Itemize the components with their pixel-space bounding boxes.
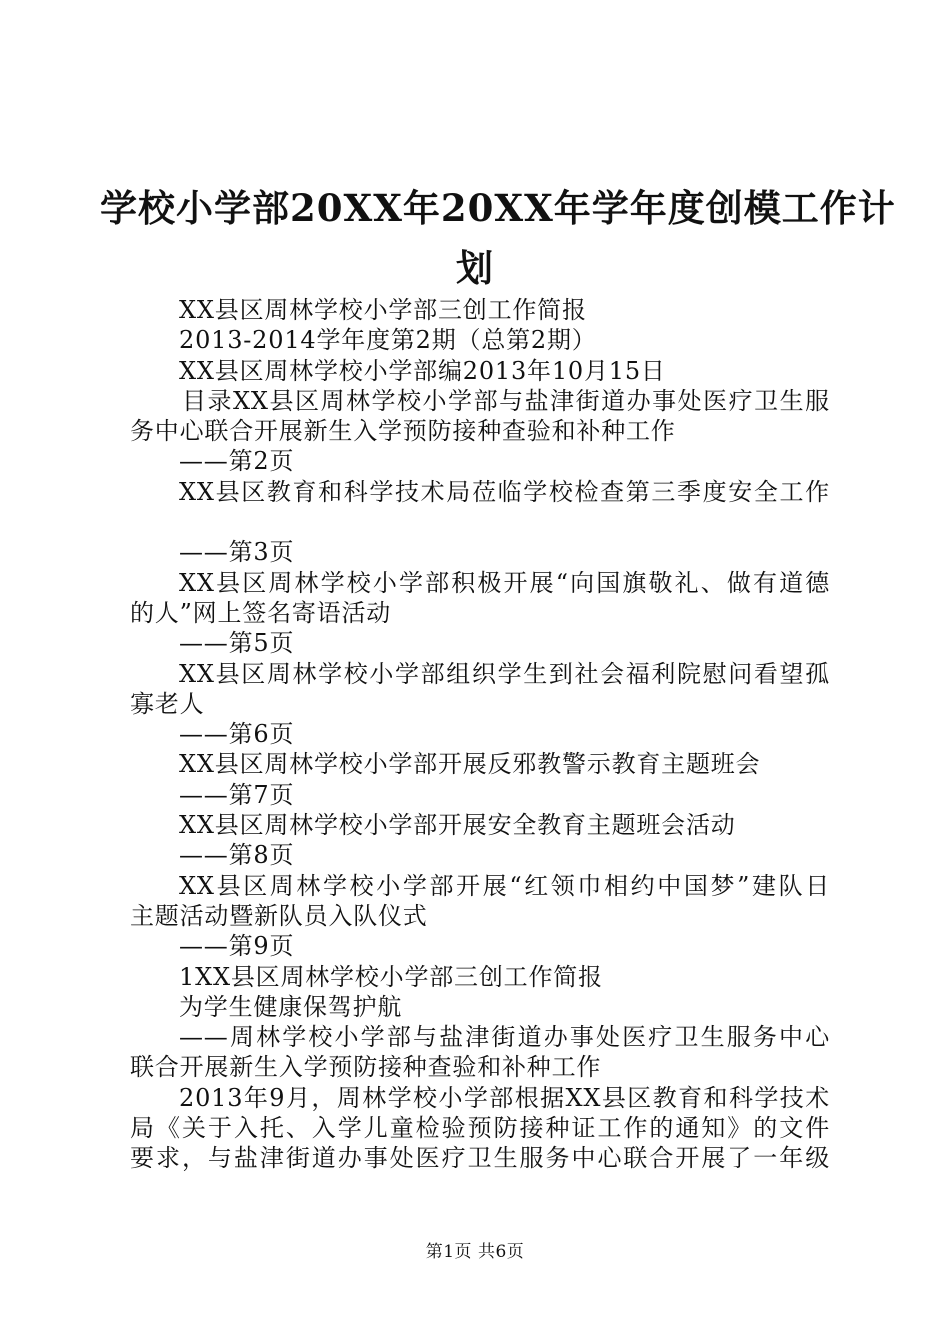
body-line: ——周林学校小学部与盐津街道办事处医疗卫生服务中心 [179,1023,830,1052]
body-line: 局《关于入托、入学儿童检验预防接种证工作的通知》的文件 [130,1114,830,1143]
body-line: ——第6页 [179,720,295,749]
body-line-blank [130,507,830,537]
body-line: 的人”网上签名寄语活动 [130,598,392,627]
body-line: 目录XX县区周林学校小学部与盐津街道办事处医疗卫生服 [182,386,830,415]
body-line: ——第3页 [179,538,295,567]
body-line: 为学生健康保驾护航 [179,992,403,1021]
body-line: ——第5页 [179,629,295,658]
body-line: 2013年9月，周林学校小学部根据XX县区教育和科学技术 [179,1083,830,1112]
document-body [130,295,830,1174]
body-line: XX县区周林学校小学部三创工作简报 [179,296,587,324]
body-line: 1XX县区周林学校小学部三创工作简报 [179,962,603,991]
body-line: ——第9页 [179,932,295,961]
body-line: XX县区周林学校小学部组织学生到社会福利院慰问看望孤 [179,659,830,688]
page-footer: 第1页 共6页 [425,1242,525,1262]
body-line: 要求，与盐津街道办事处医疗卫生服务中心联合开展了一年级 [130,1144,830,1173]
document-title-line-1: 学校小学部20XX年20XX年学年度创模工作计 [100,186,896,230]
body-line: XX县区周林学校小学部开展安全教育主题班会活动 [179,811,736,840]
body-line: XX县区教育和科学技术局莅临学校检查第三季度安全工作 [179,477,830,506]
body-line: 主题活动暨新队员入队仪式 [130,901,428,930]
document-title-line-2: 划 [456,246,494,290]
body-line: XX县区周林学校小学部开展反邪教警示教育主题班会 [179,750,761,779]
body-line: 2013-2014学年度第2期（总第2期） [179,326,597,355]
body-line: 寡老人 [130,689,205,718]
body-line: ——第7页 [179,780,295,809]
body-line: 联合开展新生入学预防接种查验和补种工作 [130,1053,602,1082]
body-line: ——第2页 [179,447,295,476]
body-line: XX县区周林学校小学部开展“红领巾相约中国梦”建队日 [179,871,830,900]
body-line: ——第8页 [179,841,295,870]
body-line: XX县区周林学校小学部编2013年10月15日 [179,356,666,385]
body-line: XX县区周林学校小学部积极开展“向国旗敬礼、做有道德 [179,568,830,597]
body-line: 务中心联合开展新生入学预防接种查验和补种工作 [130,417,676,446]
